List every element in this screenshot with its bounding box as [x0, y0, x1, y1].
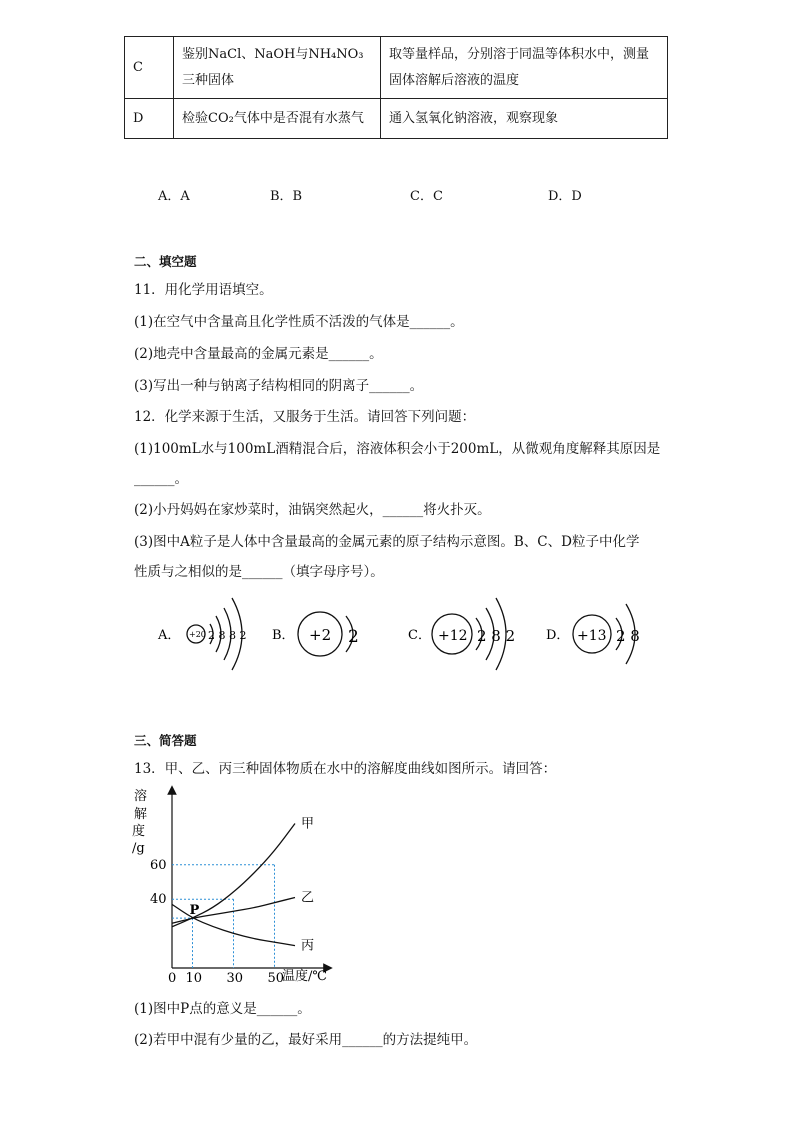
atom-nucleus-a: +20 — [189, 630, 206, 639]
series-label: 丙 — [301, 938, 315, 954]
y-label-1: 溶 — [134, 789, 148, 804]
q12-part1-cont: ______。 — [134, 471, 188, 487]
q11-part1: (1)在空气中含量高且化学性质不活泼的气体是______。 — [134, 314, 464, 330]
series-label: 乙 — [301, 890, 315, 906]
series-label: 甲 — [301, 816, 315, 832]
row-id: C — [125, 37, 174, 99]
row-method: 通入氢氧化钠溶液，观察现象 — [381, 99, 668, 139]
atom-shells-b: 2 — [348, 627, 359, 647]
choice-a[interactable]: A．A — [158, 189, 190, 204]
y-label-3: 度 — [132, 824, 146, 839]
atom-label-a: A． — [158, 628, 181, 643]
atom-nucleus-c: +12 — [438, 628, 468, 644]
row-method: 取等量样品，分别溶于同温等体积水中，测量固体溶解后溶液的温度 — [381, 37, 668, 99]
solubility-chart — [128, 780, 338, 990]
q11-stem: 11．用化学用语填空。 — [134, 282, 273, 298]
x-tick-label: 30 — [226, 971, 244, 986]
x-tick-label: 10 — [185, 971, 203, 986]
table-row — [125, 37, 668, 99]
atom-label-d: D． — [546, 628, 570, 643]
q12-part3-cont: 性质与之相似的是______（填字母序号）。 — [134, 564, 384, 580]
row-item: 检验CO₂气体中是否混有水蒸气 — [174, 99, 381, 139]
y-tick-label: 40 — [150, 892, 167, 908]
options-table — [124, 36, 668, 139]
q12-stem: 12．化学来源于生活，又服务于生活。请回答下列问题： — [134, 409, 476, 425]
row-id: D — [125, 99, 174, 139]
y-tick-label: 60 — [150, 857, 167, 873]
choice-c[interactable]: C．C — [410, 189, 443, 204]
atom-shells-a: 2 8 8 2 — [208, 629, 247, 642]
q11-part2: (2)地壳中含量最高的金属元素是______。 — [134, 346, 383, 362]
atom-shells-c: 2 8 2 — [477, 627, 516, 645]
q12-part3: (3)图中A粒子是人体中含量最高的金属元素的原子结构示意图。B、C、D粒子中化学 — [134, 534, 640, 550]
q13-part1: (1)图中P点的意义是______。 — [134, 1001, 311, 1017]
choice-d[interactable]: D．D — [548, 189, 582, 204]
table-row — [125, 99, 668, 139]
q13-stem: 13．甲、乙、丙三种固体物质在水中的溶解度曲线如图所示。请回答： — [134, 761, 557, 777]
section-title: 二、填空题 — [134, 254, 197, 269]
y-label-4: /g — [132, 841, 145, 856]
choice-b[interactable]: B．B — [270, 189, 303, 204]
point-p-label: P — [189, 903, 200, 919]
row-item: 鉴别NaCl、NaOH与NH₄NO₃三种固体 — [174, 37, 381, 99]
section-title: 三、简答题 — [134, 733, 197, 748]
x-axis-label: 温度/℃ — [282, 969, 327, 984]
q12-part2: (2)小丹妈妈在家炒菜时，油锅突然起火，______将火扑灭。 — [134, 502, 491, 518]
atom-nucleus-d: +13 — [577, 628, 607, 644]
y-label-2: 解 — [134, 807, 148, 822]
atom-shells-d: 2 8 — [616, 627, 640, 645]
x-tick-label: 50 — [267, 971, 285, 986]
x-tick-label: 0 — [168, 971, 177, 986]
atom-label-b: B． — [272, 628, 295, 643]
atom-label-c: C． — [408, 628, 431, 643]
atom-diagrams — [150, 588, 670, 680]
atom-nucleus-b: +2 — [309, 626, 332, 644]
q13-part2: (2)若甲中混有少量的乙，最好采用______的方法提纯甲。 — [134, 1032, 478, 1048]
q11-part3: (3)写出一种与钠离子结构相同的阴离子______。 — [134, 378, 424, 394]
q12-part1: (1)100mL水与100mL酒精混合后，溶液体积会小于200mL，从微观角度解释其原因是 — [134, 441, 661, 457]
